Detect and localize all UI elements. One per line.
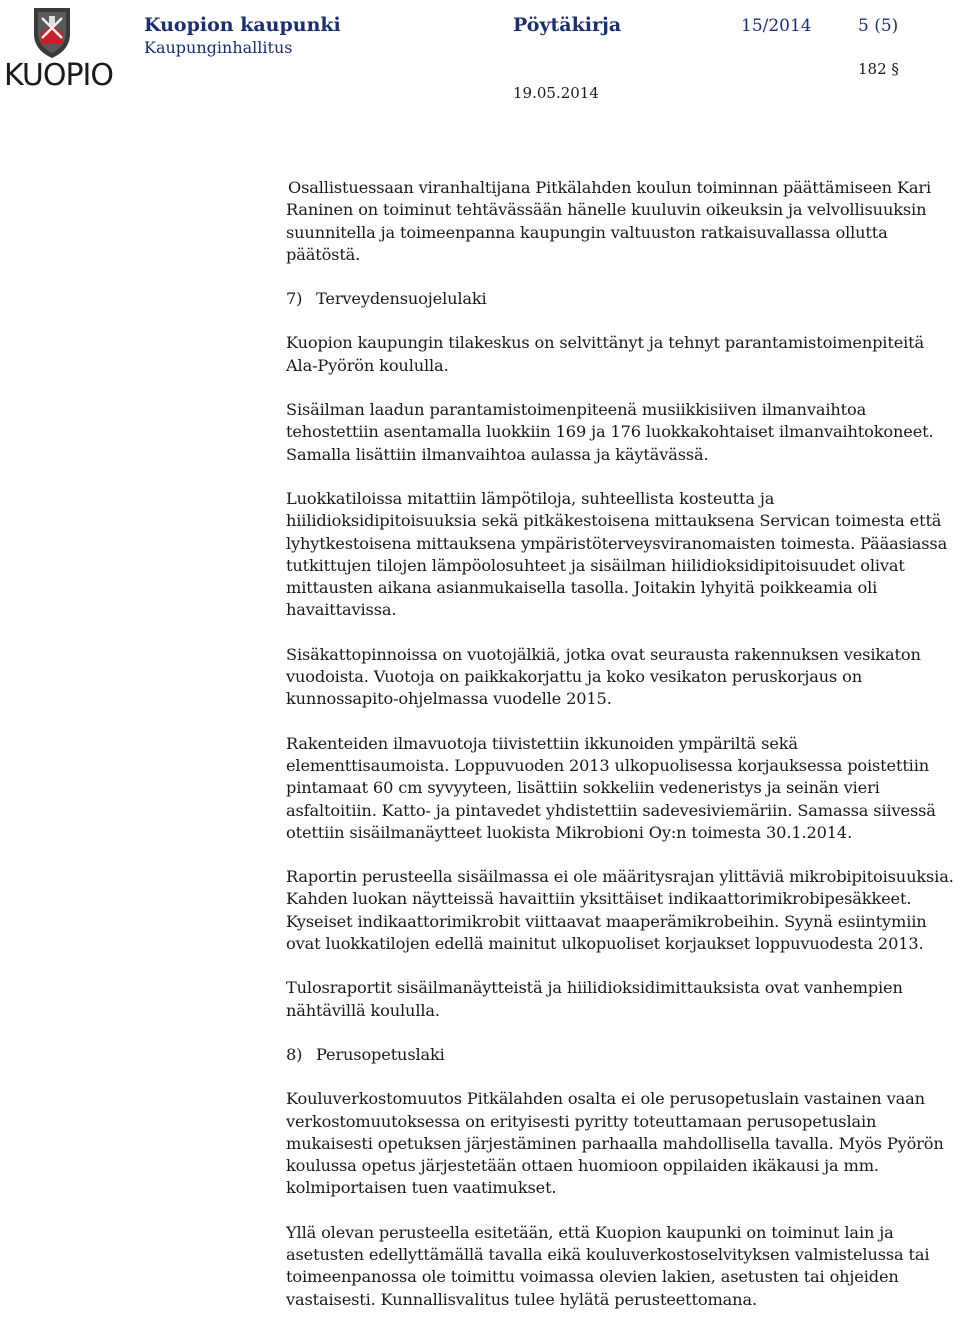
section-heading-8 bbox=[286, 1044, 958, 1066]
meeting-date: 19.05.2014 bbox=[513, 84, 599, 102]
heading-title: Terveydensuojelulaki bbox=[316, 289, 487, 309]
paragraph-3: Sisäilman laadun parantamistoimenpiteenä musiikkisiiven ilmanvaihtoa tehostettiin asentamalla luokkiin 169 ja 176 luokkakohtaiset ilmanvaihtokoneet. Samalla lisättiin ilmanvaihtoa aulassa ja käytävässä. bbox=[286, 400, 934, 464]
paragraph-5: Sisäkattopinnoissa on vuotojälkiä, jotka ovat seurausta rakennuksen vesikaton vuodoista. Vuotoja on paikkakorjattu ja koko vesikaton peruskorjaus on kunnossapito-ohjelmassa vuodelle 2015. bbox=[286, 644, 921, 709]
paragraph-1: Osallistuessaan viranhaltijana Pitkälahden koulun toiminnan päättämiseen Kari Raninen on toiminut tehtävässään hänelle kuuluvin oikeuksin ja velvollisuuksin suunnitella ja toimeenpanna kaupungin valtuuston ratkaisuvallassa ollutta päätöstä. bbox=[286, 178, 932, 264]
logo-wordmark: KUOPIO bbox=[4, 58, 113, 93]
paragraph-6: Rakenteiden ilmavuotoja tiivistettiin ikkunoiden ympäriltä sekä elementtisaumoista. Loppuvuoden 2013 ulkopuolisessa korjauksessa poistettiin pintamaat 60 cm syvyyteen, lisättiin sokkeliin vedeneristys ja seinän vieri asfaltoitiin. Katto- ja pintavedet yhdistettiin sadevesiviemäriin. Samassa siivessä otettiin sisäilmanäytteet luokista Mikrobioni Oy:n toimesta 30.1.2014. bbox=[286, 733, 936, 842]
heading-number: 7) bbox=[286, 289, 303, 309]
document-type: Pöytäkirja bbox=[513, 14, 622, 36]
section-number: 182 § bbox=[858, 60, 899, 78]
page-count: 5 (5) bbox=[858, 16, 899, 36]
kuopio-logo bbox=[4, 4, 113, 96]
document-number: 15/2014 bbox=[741, 16, 812, 36]
document-body bbox=[286, 177, 958, 1333]
organ-name: Kaupunginhallitus bbox=[144, 38, 293, 57]
section-heading-7 bbox=[286, 288, 958, 310]
heading-number: 8) bbox=[286, 1044, 303, 1064]
paragraph-8: Tulosraportit sisäilmanäytteistä ja hiilidioksidimittauksista ovat vanhempien nähtävillä koululla. bbox=[286, 978, 903, 1020]
paragraph-2: Kuopion kaupungin tilakeskus on selvittänyt ja tehnyt parantamistoimenpiteitä Ala-Pyörön koululla. bbox=[286, 333, 925, 375]
organization-name: Kuopion kaupunki bbox=[144, 14, 341, 36]
paragraph-10: Yllä olevan perusteella esitetään, että Kuopion kaupunki on toiminut lain ja asetusten edellyttämällä tavalla eikä kouluverkostoselvityksen valmistelussa tai toimeenpanossa ole toimittu voimassa olevien lakien, asetusten tai ohjeiden vastaisesti. Kunnallisvalitus tulee hylätä perusteettomana. bbox=[286, 1222, 930, 1309]
paragraph-9: Kouluverkostomuutos Pitkälahden osalta ei ole perusopetuslain vastainen vaan verkostomuutoksessa on erityisesti pyritty toteuttamaan perusopetuslain mukaisesti opetuksen järjestäminen parhaalla mahdollisella tavalla. Myös Pyörön koulussa opetus järjestetään ottaen huomioon oppilaiden ikäkausi ja mm. kolmiportaisen tuen vaatimukset. bbox=[286, 1089, 944, 1198]
paragraph-7: Raportin perusteella sisäilmassa ei ole määritysrajan ylittäviä mikrobipitoisuuksia. Kahden luokan näytteissä havaittiin yksittäiset indikaattorimikrobipesäkkeet. Kyseiset indikaattorimikrobit viittaavat maaperämikrobeihin. Syynä esiintymiin ovat luokkatilojen edellä mainitut ulkopuoliset korjaukset loppuvuodesta 2013. bbox=[286, 867, 954, 954]
paragraph-4: Luokkatiloissa mitattiin lämpötiloja, suhteellista kosteutta ja hiilidioksidipitoisuuksia sekä pitkäkestoisena mittauksena Servican toimesta että lyhytkestoisena mittauksena ympäristöterveysviranomaisten toimesta. Pääasiassa tutkittujen tilojen lämpöolosuhteet ja sisäilman hiilidioksidipitoisuudet olivat mittausten aikana asianmukaisella tasolla. Joitakin lyhyitä poikkeamia oli havaittavissa. bbox=[286, 488, 948, 620]
coat-of-arms-icon bbox=[4, 4, 100, 60]
heading-title: Perusopetuslaki bbox=[316, 1044, 445, 1064]
